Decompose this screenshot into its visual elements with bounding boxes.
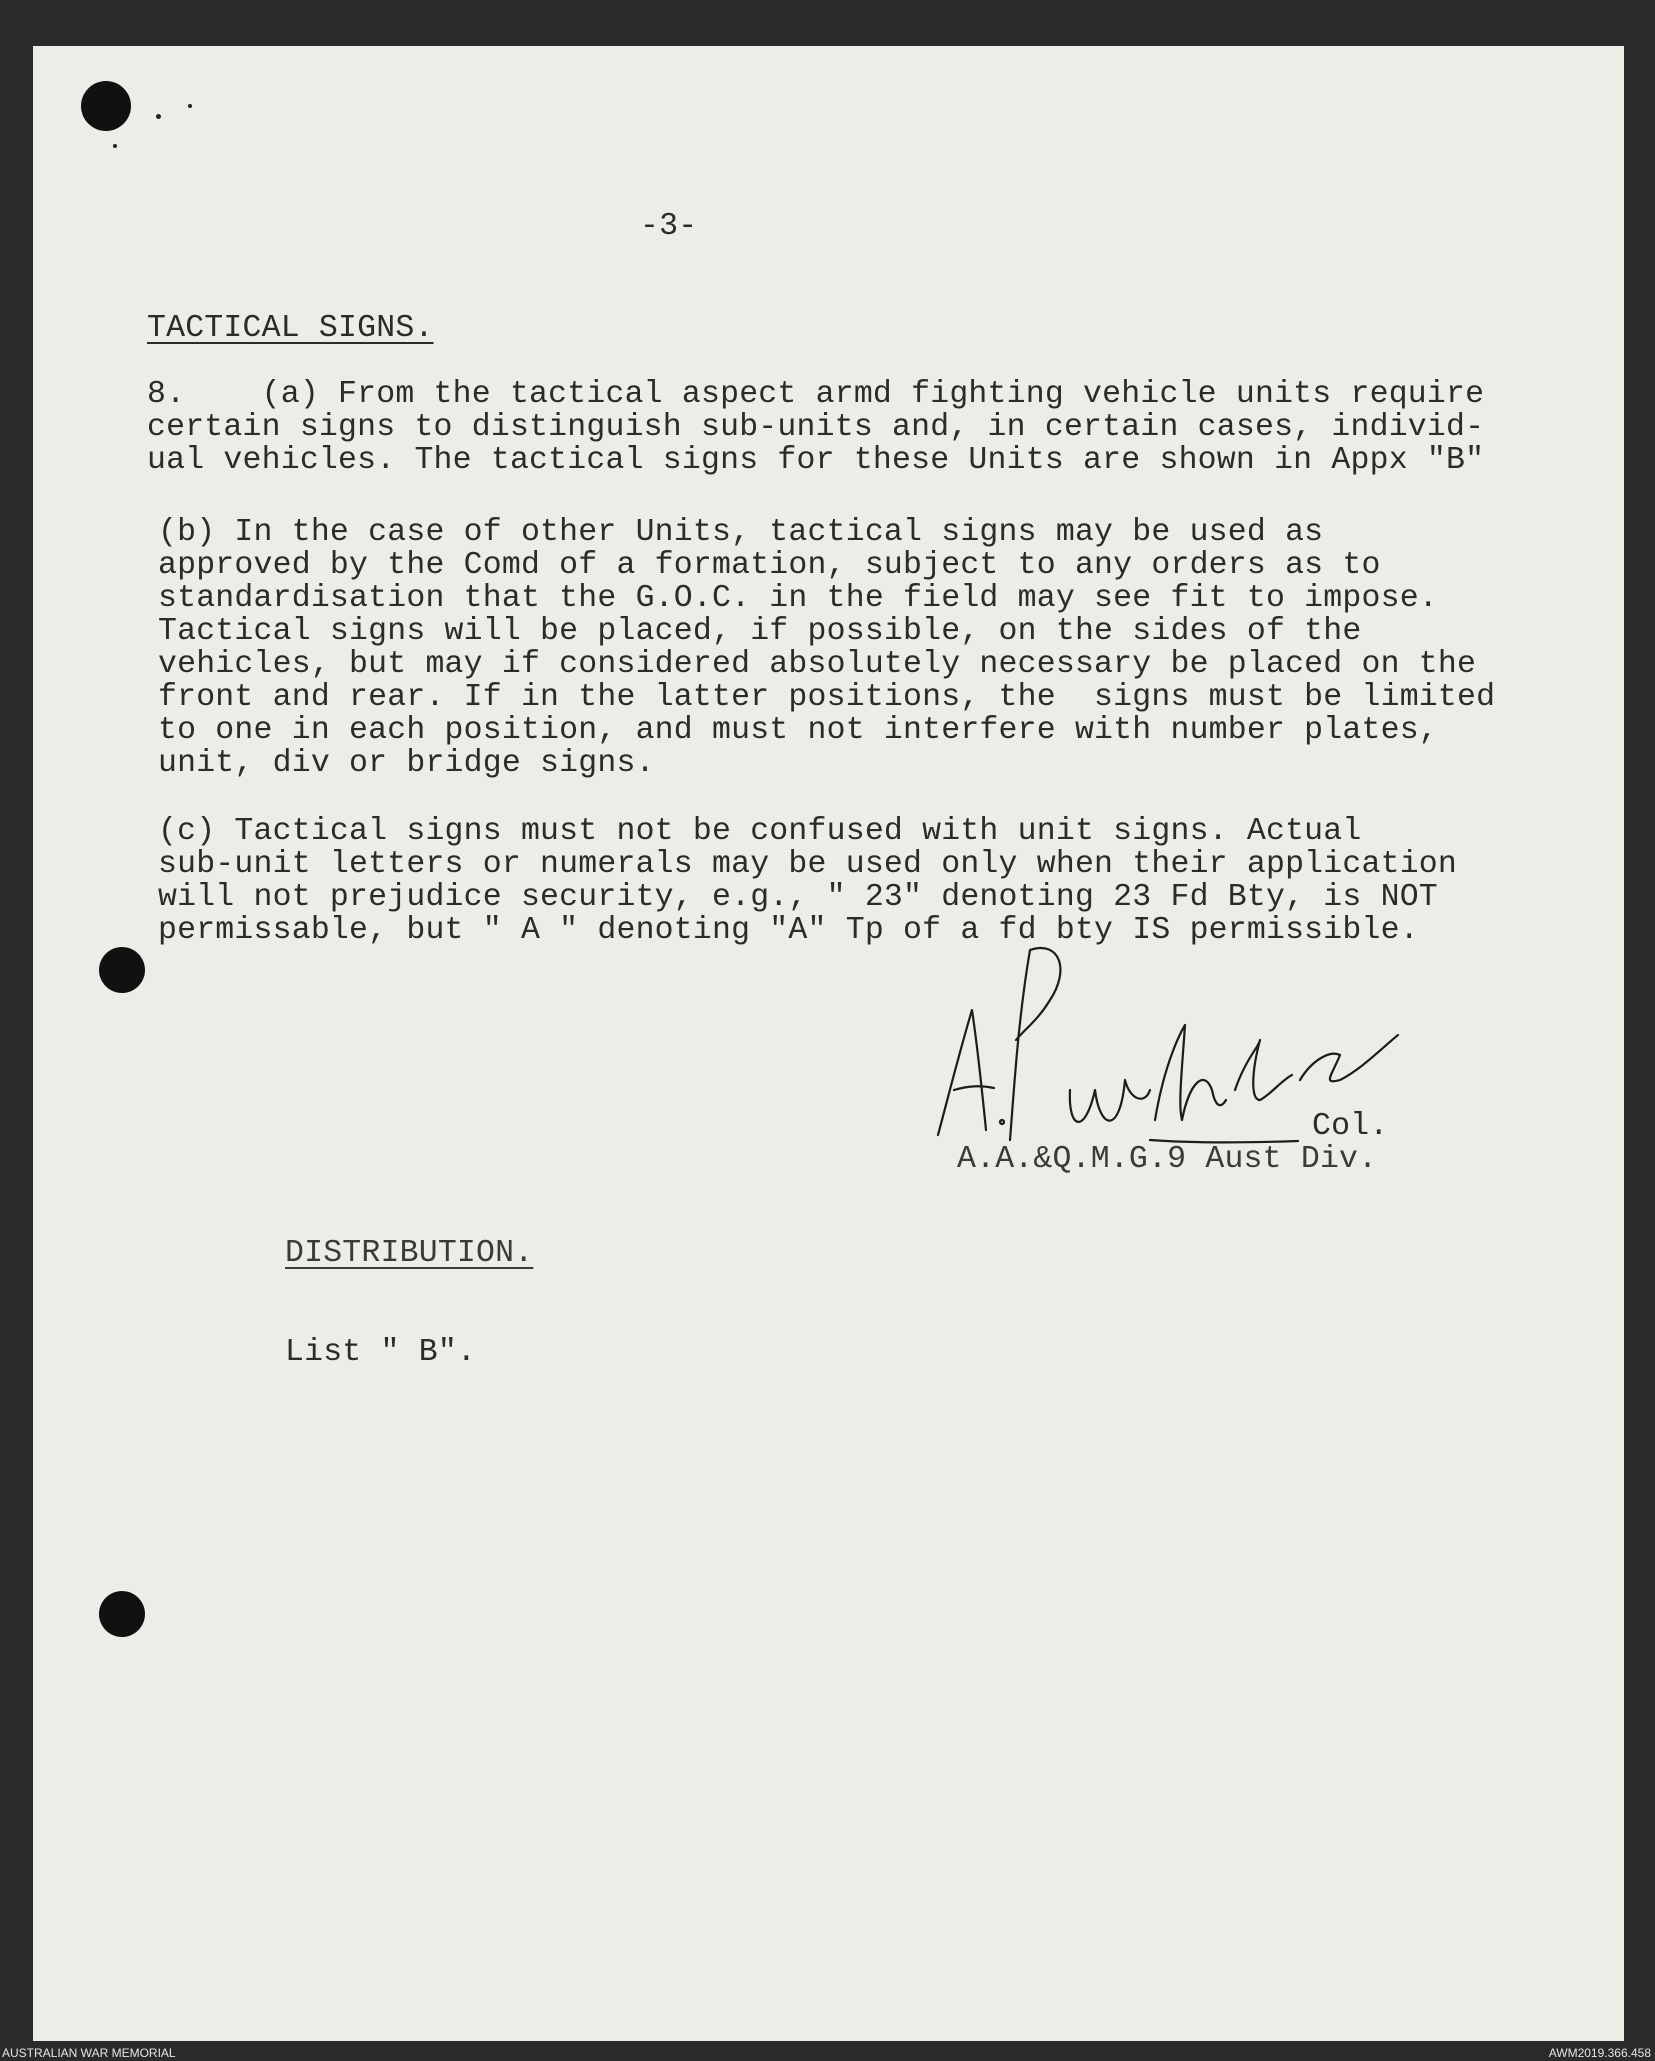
signatory-title: A.A.&Q.M.G.9 Aust Div.	[957, 1142, 1378, 1177]
distribution-heading: DISTRIBUTION.	[285, 1236, 534, 1271]
ink-speck	[156, 114, 161, 119]
punch-hole-top	[81, 81, 131, 131]
paragraph-8c: (c) Tactical signs must not be confused with unit signs. Actual sub-unit letters or numerals may be used only when their application will not prejudice security, e.g., " 23" denoting 23 Fd Bty, is NOT permissable, but " A " denoting "A" Tp of a fd bty IS permissible.	[158, 814, 1458, 948]
punch-hole-bottom	[99, 1591, 145, 1637]
paragraph-8a: 8. (a) From the tactical aspect armd fighting vehicle units require certain signs to distinguish sub-units and, in certain cases, individ- ual vehicles. The tactical signs for these Units are shown in Appx "B"	[147, 377, 1485, 478]
ink-speck	[113, 144, 117, 148]
page-number: -3-	[640, 209, 698, 244]
paragraph-8b: (b) In the case of other Units, tactical signs may be used as approved by the Comd of a formation, subject to any orders as to standardisation that the G.O.C. in the field may see fit to impose. Tactical signs will be placed, if possible, on the sides of the vehicles, but may if considered absolutely necessary be placed on the front and rear. If in the latter positions, the signs must be limited to one in each position, and must not interfere with number plates, unit, div or bridge signs.	[158, 515, 1496, 781]
footer-bar	[0, 2041, 1655, 2061]
footer-accession-number: AWM2019.366.458	[1548, 2046, 1651, 2060]
signatory-rank: Col.	[1312, 1109, 1389, 1144]
punch-hole-middle	[99, 947, 145, 993]
section-heading: TACTICAL SIGNS.	[147, 311, 434, 346]
footer-institution: AUSTRALIAN WAR MEMORIAL	[2, 2046, 176, 2060]
ink-speck	[188, 104, 192, 108]
distribution-list: List " B".	[285, 1335, 477, 1370]
